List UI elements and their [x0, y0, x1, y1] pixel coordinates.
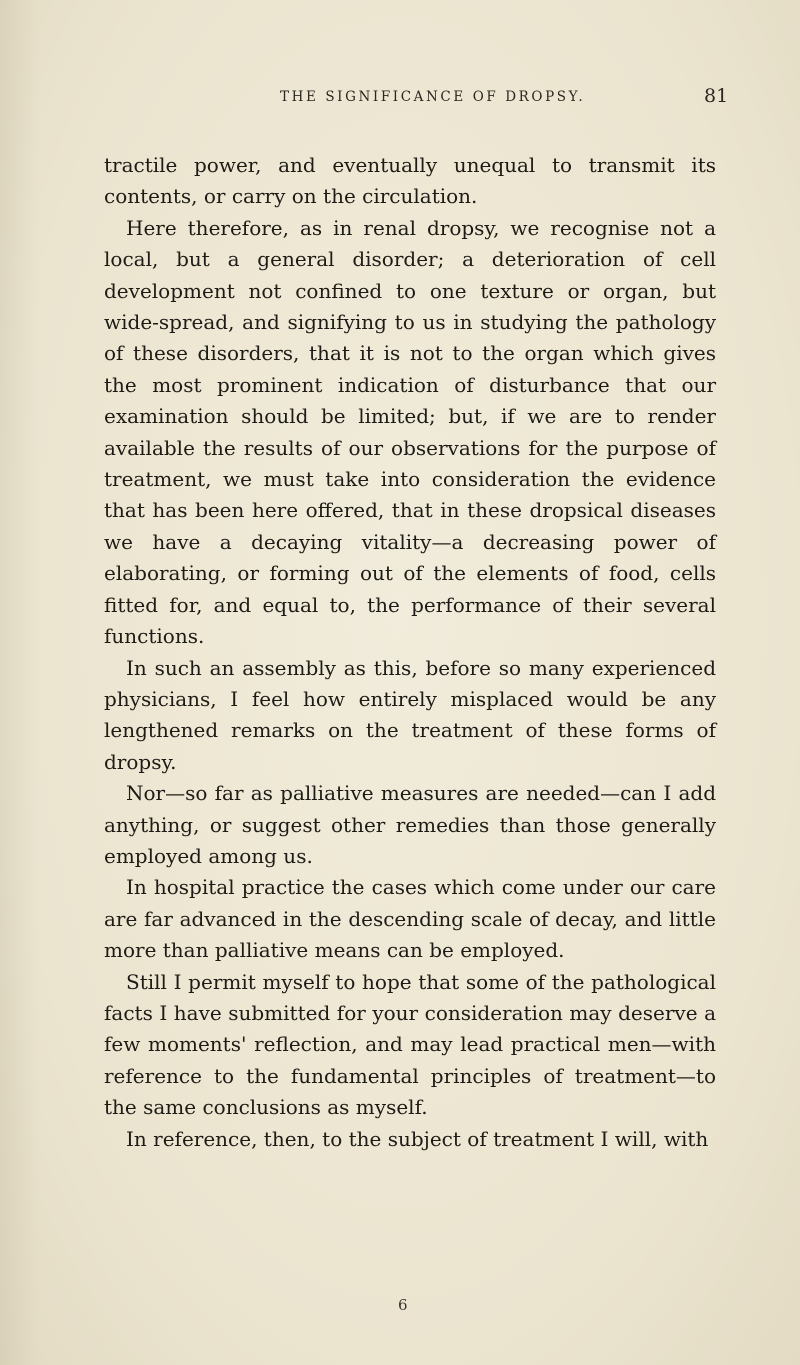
- paragraph-7: In reference, then, to the subject of treatment I will, with: [126, 1126, 709, 1151]
- paragraph-1: tractile power, and eventually unequal to transmit its contents, or carry on the circulation.: [104, 153, 716, 209]
- paragraph-2: Here therefore, as in renal dropsy, we recognise not a local, but a general disorder; a deterioration of cell development not confined to one texture or organ, but wide-spread, and signifying to us in studying the pathology of these disorders, that it is not to the organ which gives the most prominent indication of disturbance that our examination should be limited; but, if we are to render available the results of our observations for the purpose of treatment, we must take into consideration the evidence that has been here offered, that in these dropsical diseases we have a decaying vitality—a decreasing power of elaborating, or forming out of the elements of food, cells fitted for, and equal to, the performance of their several functions.: [104, 215, 716, 649]
- body-text: [104, 150, 716, 1155]
- paragraph-6: Still I permit myself to hope that some of the pathological facts I have submitted for your consideration may deserve a few moments' reflection, and may lead practical men—with reference to the fundamental principles of treatment—to the same conclusions as myself.: [104, 969, 716, 1120]
- running-head: [0, 85, 800, 113]
- paragraph-3: In such an assembly as this, before so many experienced physicians, I feel how entirely misplaced would be any lengthened remarks on the treatment of these forms of dropsy.: [104, 655, 716, 774]
- page-number: 81: [704, 85, 729, 107]
- paragraph-5: In hospital practice the cases which come under our care are far advanced in the descending scale of decay, and little more than palliative means can be employed.: [104, 875, 716, 963]
- running-title: THE SIGNIFICANCE OF DROPSY.: [280, 89, 586, 105]
- paragraph-4: Nor—so far as palliative measures are needed—can I add anything, or suggest other remedies than those generally employed among us.: [104, 781, 716, 868]
- signature-mark: 6: [398, 1296, 408, 1314]
